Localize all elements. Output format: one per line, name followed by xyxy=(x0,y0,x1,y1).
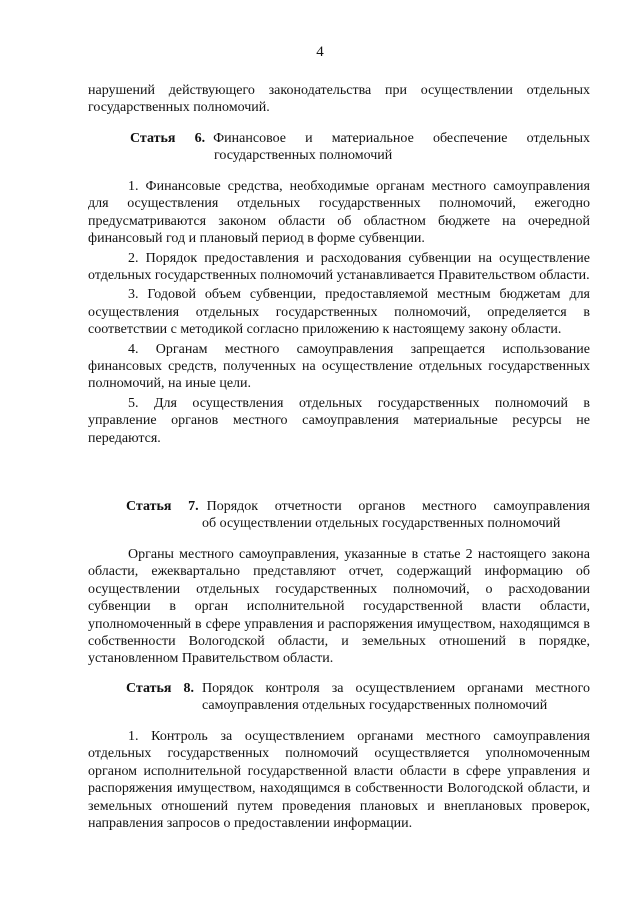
article-8-body xyxy=(88,728,590,834)
article-7-label: Статья 7. xyxy=(126,499,199,514)
article-6-heading xyxy=(130,130,590,165)
article-6-label: Статья 6. xyxy=(130,131,206,146)
article-6-title-line1: Финансовое и материальное обеспечение отдельных xyxy=(213,131,590,146)
article-8-title-line2: самоуправления отдельных государственных полномочий xyxy=(202,698,548,714)
article-7-title-line1: Порядок отчетности органов местного самоуправления xyxy=(206,499,590,514)
article-7-body xyxy=(88,546,590,670)
article-6-paragraph-5: 5. Для осуществления отдельных государственных полномочий в управление органов местного самоуправления материальные ресурсы не передаются. xyxy=(88,395,590,446)
article-7-title-line2: об осуществлении отдельных государственных полномочий xyxy=(202,516,561,532)
article-6-paragraph-2: 2. Порядок предоставления и расходования субвенции на осуществление отдельных государственных полномочий устанавливается Правительством области. xyxy=(88,250,590,284)
article-7-paragraph-1: Органы местного самоуправления, указанные в статье 2 настоящего закона области, ежеквартально представляют отчет, содержащий информацию об осуществлении отдельных государственных полномочий, о расходовании субвенции в орган исполнительной государственной власти области, уполномоченный в сфере управления и распоряжения имуществом, находящимся в собственности Вологодской области, и земельных отношений в порядке, установленном Правительством области. xyxy=(88,547,590,667)
article-6-body xyxy=(88,178,590,449)
article-6-paragraph-3: 3. Годовой объем субвенции, предоставляемой местным бюджетам для осуществления отдельных государственных полномочий, определяется в соответствии с методикой согласно приложению к настоящему закону области. xyxy=(88,287,590,338)
article-6-title-line2: государственных полномочий xyxy=(214,148,393,164)
article-8-heading xyxy=(126,680,590,715)
article-8-paragraph-1: 1. Контроль за осуществлением органами местного самоуправления отдельных государственных полномочий осуществляется уполномоченным органом исполнительной государственной власти области в сфере управления и распоряжения имуществом, находящимся в собственности Вологодской области, и земельных отношений путем проведения плановых и внеплановых проверок, направления запросов о предоставлении информации. xyxy=(88,729,590,832)
article-8-label: Статья 8. xyxy=(126,681,195,696)
article-8-title-line1: Порядок контроля за осуществлением органами местного xyxy=(202,681,590,696)
page-number: 4 xyxy=(316,44,324,60)
article-7-heading xyxy=(126,498,590,533)
article-6-paragraph-1: 1. Финансовые средства, необходимые органам местного самоуправления для осуществления отдельных государственных полномочий, ежегодно предусматриваются законом области об областном бюджете на очередной финансовый год и плановый период в форме субвенции. xyxy=(88,179,590,247)
intro-text: нарушений действующего законодательства при осуществлении отдельных государственных полномочий. xyxy=(88,83,590,116)
article-6-paragraph-4: 4. Органам местного самоуправления запрещается использование финансовых средств, полученных на осуществление отдельных государственных полномочий, на иные цели. xyxy=(88,341,590,392)
